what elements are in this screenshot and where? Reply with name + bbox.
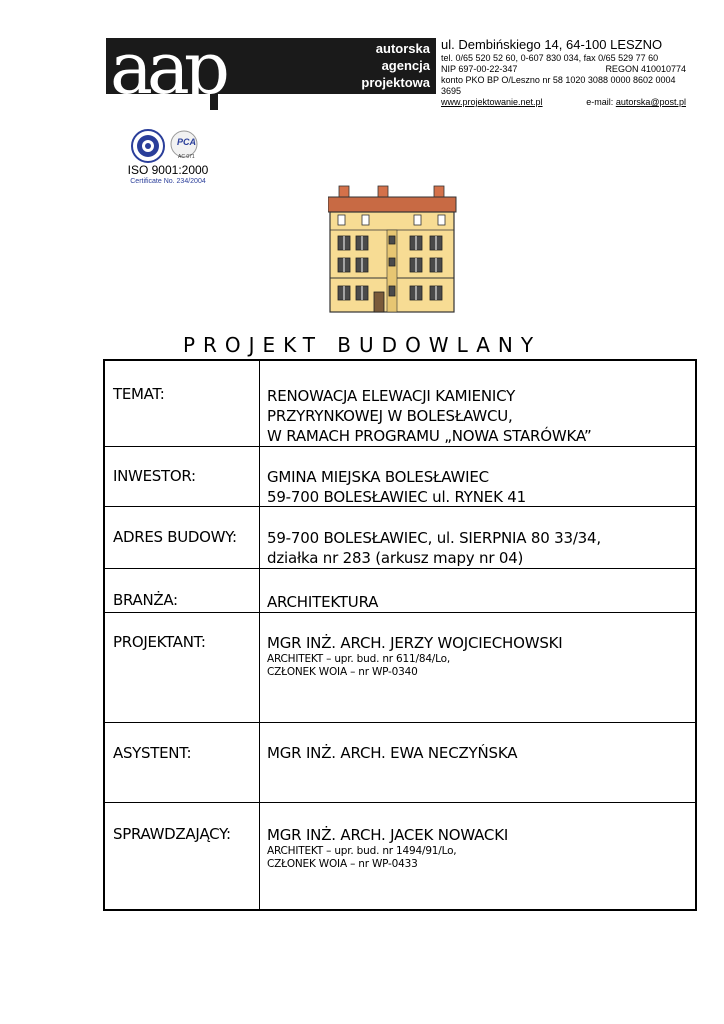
inwestor-line-1: GMINA MIEJSKA BOLESŁAWIEC xyxy=(267,468,489,486)
value-projektant xyxy=(267,633,563,679)
company-address: ul. Dembińskiego 14, 64-100 LESZNO xyxy=(441,37,663,52)
value-sprawdzajacy xyxy=(267,825,508,871)
value-temat xyxy=(267,386,592,446)
cert-badges xyxy=(118,128,218,164)
iso-certificate-number: Certificate No. 234/2004 xyxy=(130,178,206,185)
value-asystent: MGR INŻ. ARCH. EWA NECZYŃSKA xyxy=(267,744,518,762)
document-title: PROJEKT BUDOWLANY xyxy=(182,333,542,357)
email-label: e-mail: xyxy=(586,97,614,107)
adres-line-2: działka nr 283 (arkusz mapy nr 04) xyxy=(267,549,524,567)
company-regon: REGON 410010774 xyxy=(605,64,686,74)
projektant-name: MGR INŻ. ARCH. JERZY WOJCIECHOWSKI xyxy=(267,634,563,652)
tenement-house-icon xyxy=(328,184,458,314)
company-web-row xyxy=(441,97,686,108)
building-illustration xyxy=(328,184,458,319)
label-adres-budowy: ADRES BUDOWY: xyxy=(113,528,237,546)
value-branza: ARCHITEKTURA xyxy=(267,593,379,611)
logo-word-1: autorska xyxy=(375,41,430,56)
company-contact xyxy=(441,38,686,108)
logo-word-3: projektowa xyxy=(361,75,430,90)
temat-line-3: W RAMACH PROGRAMU „NOWA STARÓWKA” xyxy=(267,427,592,445)
projektant-license: ARCHITEKT – upr. bud. nr 611/84/Lo, xyxy=(267,653,450,665)
pca-badge-code: AC 071 xyxy=(178,154,195,160)
company-nip: NIP 697-00-22-347 xyxy=(441,64,518,74)
logo-word-2: agencja xyxy=(381,58,430,73)
label-asystent: ASYSTENT: xyxy=(113,744,192,762)
label-sprawdzajacy: SPRAWDZAJĄCY: xyxy=(113,825,231,843)
email-link[interactable]: autorska@post.pl xyxy=(615,97,686,107)
cert-badges-graphic xyxy=(118,128,218,164)
sprawdzajacy-membership: CZŁONEK WOIA – nr WP-0433 xyxy=(267,858,418,870)
email-group xyxy=(586,97,686,108)
label-branza: BRANŻA: xyxy=(113,591,178,609)
label-temat: TEMAT: xyxy=(113,385,165,403)
label-inwestor: INWESTOR: xyxy=(113,467,196,485)
sprawdzajacy-license: ARCHITEKT – upr. bud. nr 1494/91/Lo, xyxy=(267,845,457,857)
value-inwestor xyxy=(267,467,526,507)
row-divider xyxy=(105,802,695,803)
company-logo xyxy=(106,26,436,110)
pca-badge-text: PCA xyxy=(177,137,197,147)
iso-title: ISO 9001:2000 xyxy=(127,163,209,177)
row-divider xyxy=(105,612,695,613)
label-projektant: PROJEKTANT: xyxy=(113,633,206,651)
polish-register-badge-icon xyxy=(132,130,164,162)
project-info-table xyxy=(103,359,697,911)
value-adres-budowy xyxy=(267,528,601,568)
company-ids xyxy=(441,64,686,75)
inwestor-line-2: 59-700 BOLESŁAWIEC ul. RYNEK 41 xyxy=(267,488,526,506)
website-link[interactable]: www.projektowanie.net.pl xyxy=(441,97,543,107)
company-phone: tel. 0/65 520 52 60, 0-607 830 034, fax 0/65 529 77 60 xyxy=(441,53,659,63)
logo-words xyxy=(361,40,430,91)
iso-certification xyxy=(118,128,218,186)
row-divider xyxy=(105,568,695,569)
logo-tail xyxy=(210,94,232,110)
temat-line-2: PRZYRYNKOWEJ W BOLESŁAWCU, xyxy=(267,407,513,425)
row-divider xyxy=(105,722,695,723)
projektant-membership: CZŁONEK WOIA – nr WP-0340 xyxy=(267,666,418,678)
logo-mark: aap xyxy=(110,26,224,110)
company-bank: konto PKO BP O/Leszno nr 58 1020 3088 0000 8602 0004 3695 xyxy=(441,75,676,96)
table-column-divider xyxy=(259,361,260,909)
sprawdzajacy-name: MGR INŻ. ARCH. JACEK NOWACKI xyxy=(267,826,509,844)
row-divider xyxy=(105,446,695,447)
adres-line-1: 59-700 BOLESŁAWIEC, ul. SIERPNIA 80 33/34, xyxy=(267,529,601,547)
temat-line-1: RENOWACJA ELEWACJI KAMIENICY xyxy=(267,387,516,405)
